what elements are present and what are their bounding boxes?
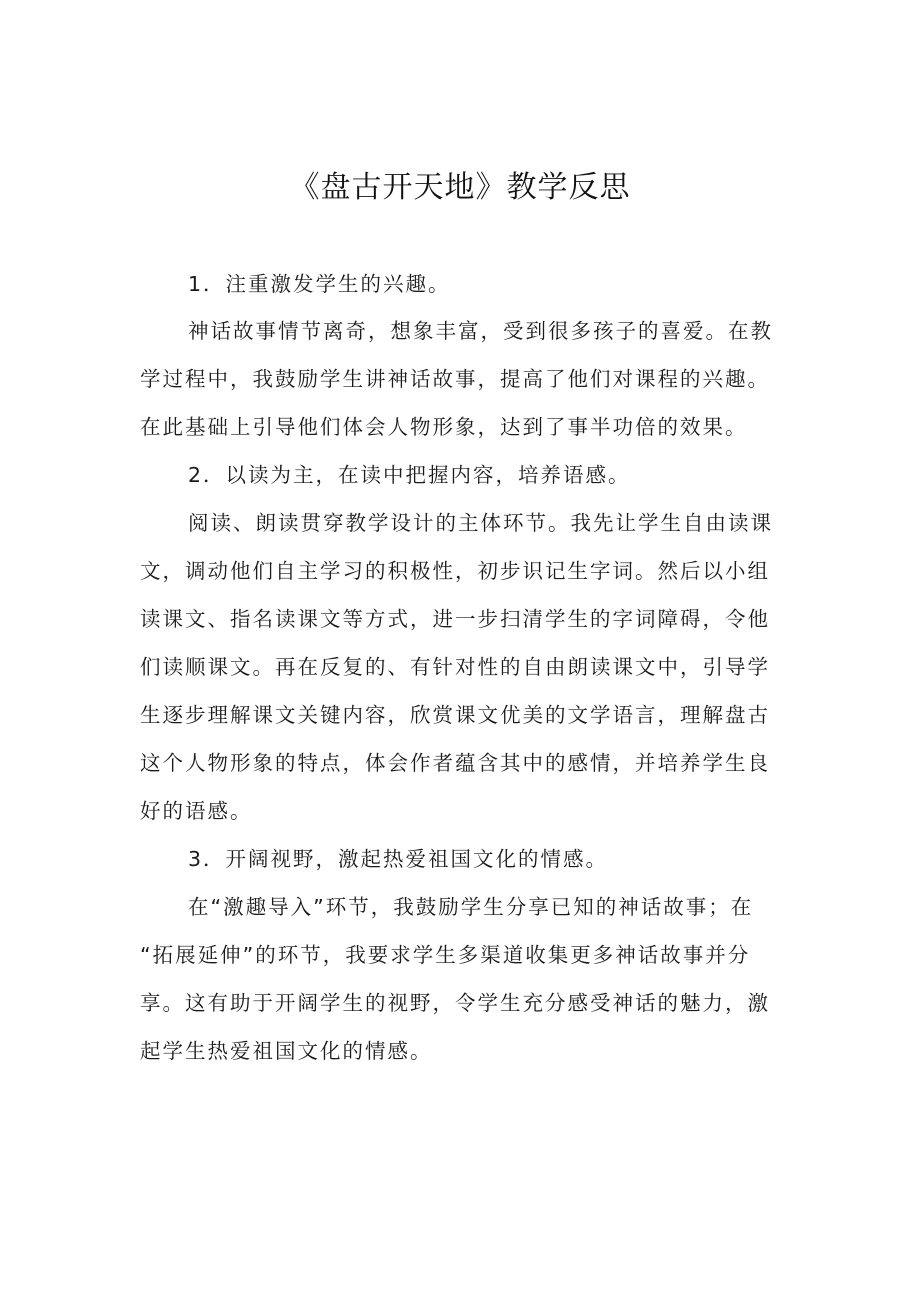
paragraph-line: 文，调动他们自主学习的积极性，初步识记生字词。然后以小组 [140, 559, 770, 583]
paragraph-line: “拓展延伸”的环节，我要求学生多渠道收集更多神话故事并分 [140, 943, 751, 967]
paragraph-line: 这个人物形象的特点，体会作者蕴含其中的感情，并培养学生良 [140, 751, 770, 775]
paragraph-line: 读课文、指名读课文等方式，进一步扫清学生的字词障碍，令他 [140, 607, 770, 631]
paragraph-line: 在“激趣导入”环节，我鼓励学生分享已知的神话故事；在 [188, 895, 754, 919]
section-heading-2: 2．以读为主，在读中把握内容，培养语感。 [188, 463, 631, 487]
document-title: 《盘古开天地》教学反思 [289, 170, 631, 205]
paragraph-line: 们读顺课文。再在反复的、有针对性的自由朗读课文中，引导学 [140, 655, 770, 679]
paragraph-line: 阅读、朗读贯穿教学设计的主体环节。我先让学生自由读课 [188, 511, 773, 535]
section-heading-3: 3．开阔视野，激起热爱祖国文化的情感。 [188, 847, 609, 871]
paragraph-line: 学过程中，我鼓励学生讲神话故事，提高了他们对课程的兴趣。 [140, 367, 770, 391]
paragraph-line: 享。这有助于开阔学生的视野，令学生充分感受神话的魅力，激 [140, 991, 770, 1015]
paragraph-line: 生逐步理解课文关键内容，欣赏课文优美的文学语言，理解盘古 [140, 703, 770, 727]
section-heading-1: 1．注重激发学生的兴趣。 [188, 272, 451, 296]
paragraph-line: 起学生热爱祖国文化的情感。 [140, 1039, 433, 1063]
paragraph-line: 在此基础上引导他们体会人物形象，达到了事半功倍的效果。 [140, 415, 748, 439]
paragraph-line: 神话故事情节离奇，想象丰富，受到很多孩子的喜爱。在教 [188, 319, 773, 343]
paragraph-line: 好的语感。 [140, 799, 253, 823]
